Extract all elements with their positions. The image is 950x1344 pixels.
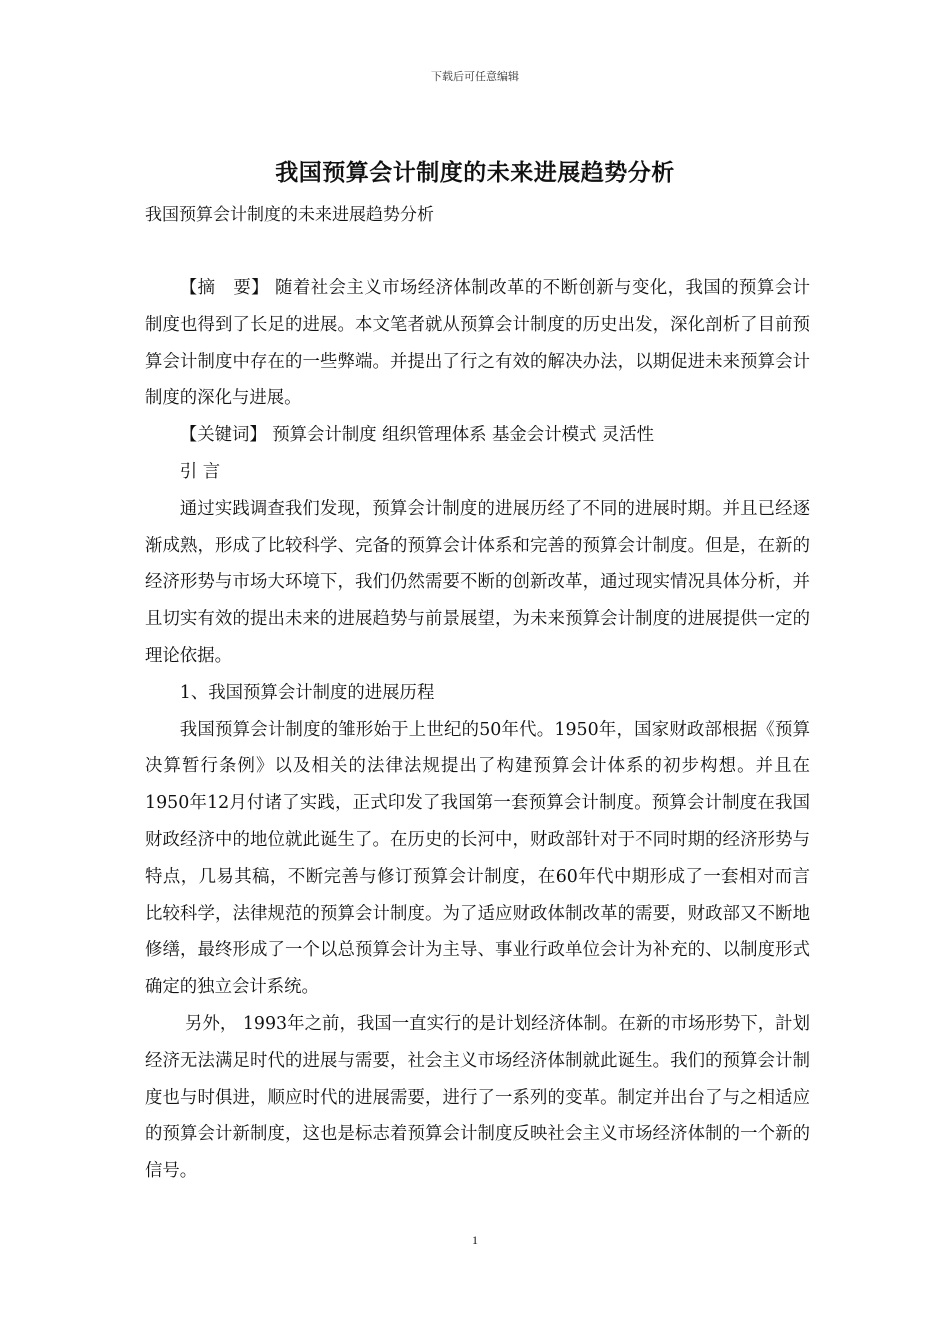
- document-body: [145, 270, 810, 1190]
- document-title: 我国预算会计制度的未来进展趋势分析: [275, 160, 675, 186]
- document-subtitle: 我国预算会计制度的未来进展趋势分析: [145, 205, 434, 225]
- section-heading: 1、我国预算会计制度的进展历程: [179, 682, 435, 703]
- page-header: 下载后可任意编辑: [431, 70, 519, 83]
- body-paragraph: 另外， 1993年之前，我国一直实行的是计划经济体制。在新的市场形势下，計划经济无法满足时代的进展与需要，社会主义市场经济体制就此诞生。我们的预算会计制度也与时俱进，顺应时代的进展需要，进行了一系列的变革。制定并出台了与之相适应的预算会计新制度，这也是标志着预算会计制度反映社会主义市场经济体制的一个新的信号。: [145, 1013, 810, 1182]
- body-paragraph: 通过实践调查我们发现，预算会计制度的进展历经了不同的进展时期。并且已经逐渐成熟，形成了比较科学、完备的预算会计体系和完善的预算会计制度。但是，在新的经济形势与市场大环境下，我们仍然需要不断的创新改革，通过现实情况具体分析，并且切实有效的提出未来的进展趋势与前景展望，为未来预算会计制度的进展提供一定的理论依据。: [145, 498, 810, 666]
- intro-heading: 引 言: [179, 461, 221, 482]
- page-number: 1: [472, 1233, 478, 1247]
- keywords-paragraph: 【关键词】 预算会计制度 组织管理体系 基金会计模式 灵活性: [179, 425, 655, 446]
- abstract-paragraph: 【摘 要】 随着社会主义市场经济体制改革的不断创新与变化，我国的预算会计制度也得到了长足的进展。本文笔者就从预算会计制度的历史出发，深化剖析了目前预算会计制度中存在的一些弊端。并提出了行之有效的解决办法，以期促进未来预算会计制度的深化与进展。: [145, 278, 810, 409]
- body-paragraph: 我国预算会计制度的雏形始于上世纪的50年代。1950年，国家财政部根据《预算决算暂行条例》以及相关的法律法规提出了构建预算会计体系的初步构想。并且在1950年12月付诸了实践，正式印发了我国第一套预算会计制度。预算会计制度在我国财政经济中的地位就此诞生了。在历史的长河中，财政部针对于不同时期的经济形势与特点，几易其稿，不断完善与修订预算会计制度，在60年代中期形成了一套相对而言比较科学，法律规范的预算会计制度。为了适应财政体制改革的需要，财政部又不断地修缮，最终形成了一个以总预算会计为主导、事业行政单位会计为补充的、以制度形式确定的独立会计系统。: [145, 719, 810, 998]
